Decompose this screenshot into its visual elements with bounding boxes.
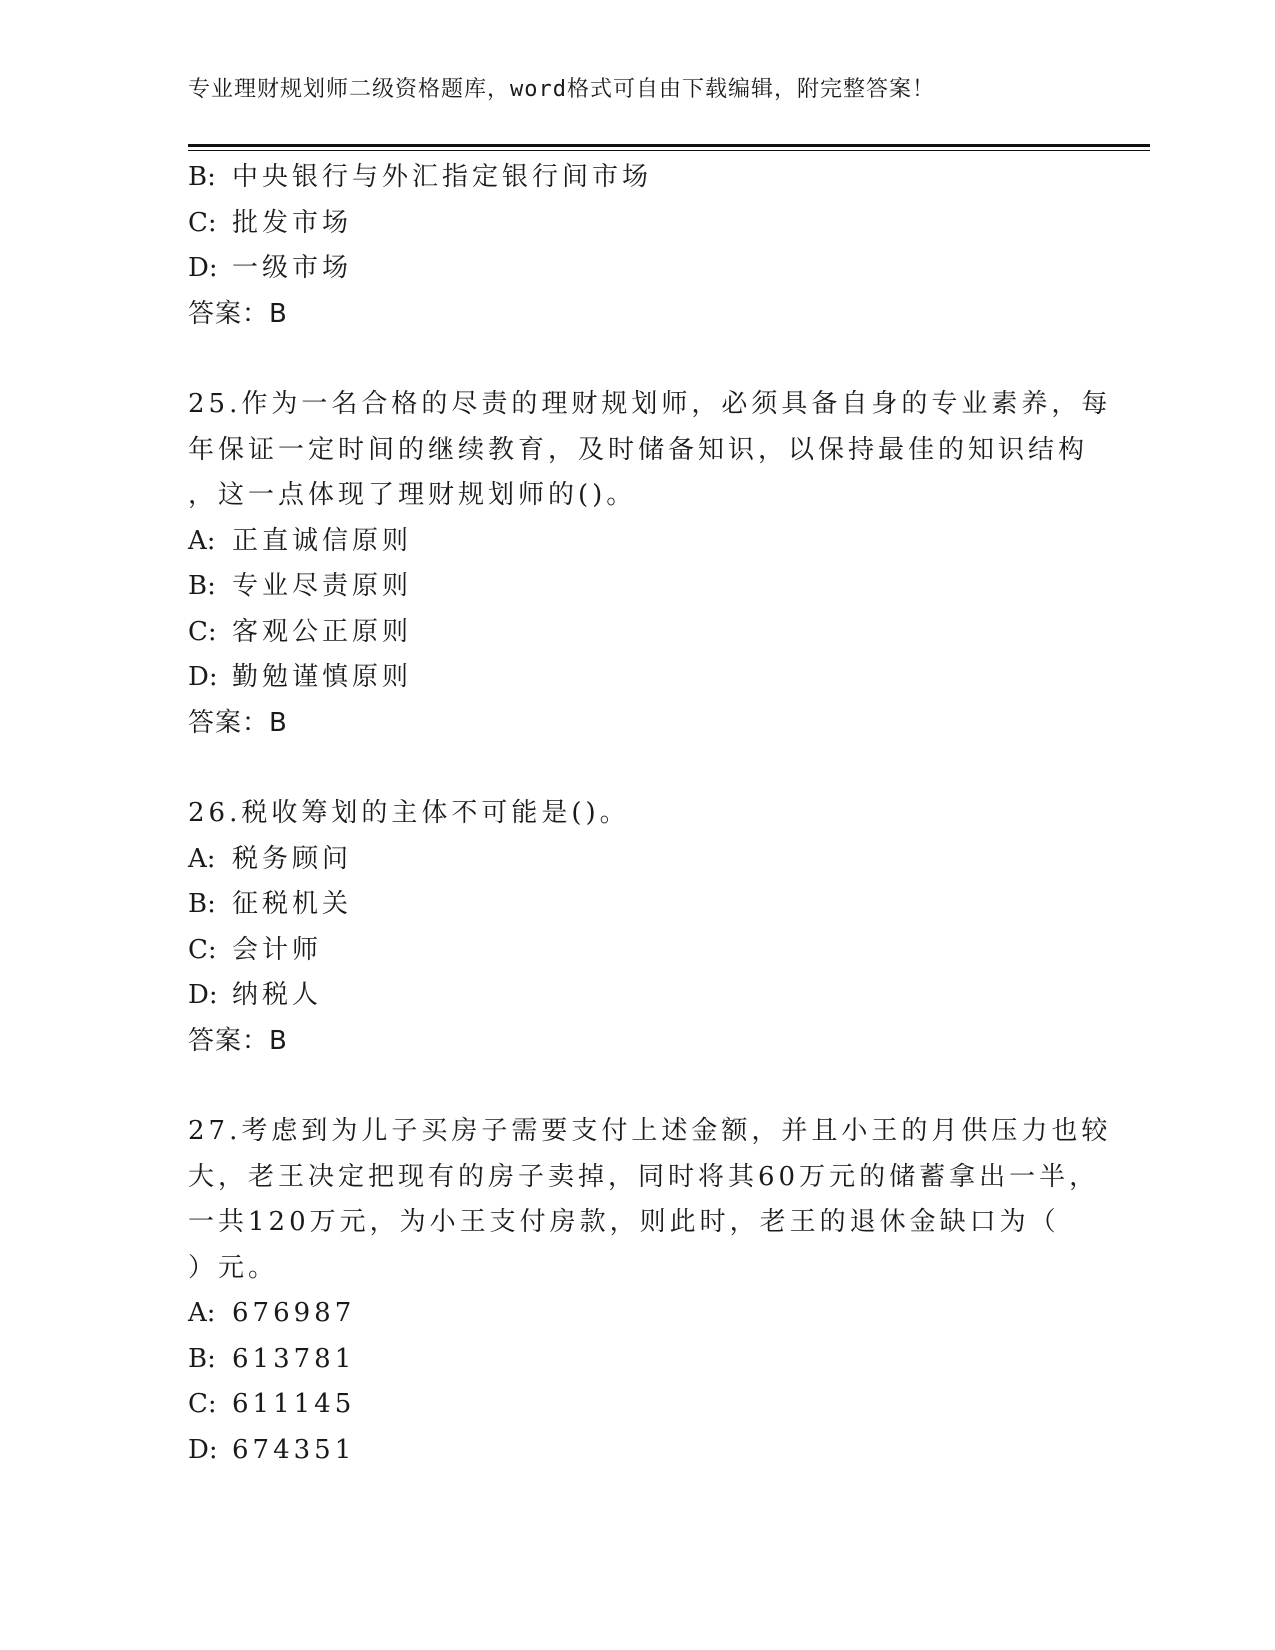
question-content bbox=[188, 155, 1112, 1473]
option-c: C: 611145 bbox=[188, 1389, 356, 1419]
question-27-text: 27.考虑到为儿子买房子需要支付上述金额，并且小王的月供压力也较 大，老王决定把现有的房子卖掉，同时将其60万元的储蓄拿出一半， 一共120万元，为小王支付房款，则此时，老王的退休金缺口为（ ）元。 bbox=[188, 1116, 1112, 1283]
answer-line: 答案：B bbox=[188, 298, 288, 329]
question-26-text: 26.税收筹划的主体不可能是()。 bbox=[188, 798, 630, 828]
option-b: B: 613781 bbox=[188, 1343, 356, 1374]
option-b: B: 专业尽责原则 bbox=[188, 571, 413, 601]
question-25-text: 25.作为一名合格的尽责的理财规划师，必须具备自身的专业素养，每 年保证一定时间的继续教育，及时储备知识，以保持最佳的知识结构 ，这一点体现了理财规划师的()。 bbox=[188, 389, 1112, 510]
option-c: C: 批发市场 bbox=[188, 207, 353, 238]
option-a: A: 正直诚信原则 bbox=[188, 525, 413, 556]
option-d: D: 一级市场 bbox=[188, 253, 353, 283]
question-25-block bbox=[188, 382, 1112, 746]
page-header: 专业理财规划师二级资格题库，word格式可自由下载编辑，附完整答案！ bbox=[188, 77, 935, 102]
option-d: D: 纳税人 bbox=[188, 980, 323, 1010]
option-c: C: 会计师 bbox=[188, 934, 323, 965]
header-divider-thick bbox=[188, 144, 1150, 147]
question-27-block bbox=[188, 1109, 1112, 1473]
question-26-block bbox=[188, 791, 1068, 1064]
option-a: A: 税务顾问 bbox=[188, 843, 353, 874]
answer-line: 答案：B bbox=[188, 1025, 288, 1056]
option-c: C: 客观公正原则 bbox=[188, 616, 413, 647]
option-a: A: 676987 bbox=[188, 1298, 356, 1328]
option-b: B: 征税机关 bbox=[188, 889, 353, 919]
option-d: D: 勤勉谨慎原则 bbox=[188, 662, 413, 692]
answer-line: 答案：B bbox=[188, 707, 288, 738]
spacer bbox=[188, 337, 1068, 382]
spacer bbox=[188, 1064, 1068, 1109]
spacer bbox=[188, 746, 1068, 791]
option-d: D: 674351 bbox=[188, 1434, 356, 1465]
option-b: B: 中央银行与外汇指定银行间市场 bbox=[188, 162, 653, 192]
prev-question-block bbox=[188, 155, 1068, 337]
header-divider-thin bbox=[188, 150, 1150, 151]
